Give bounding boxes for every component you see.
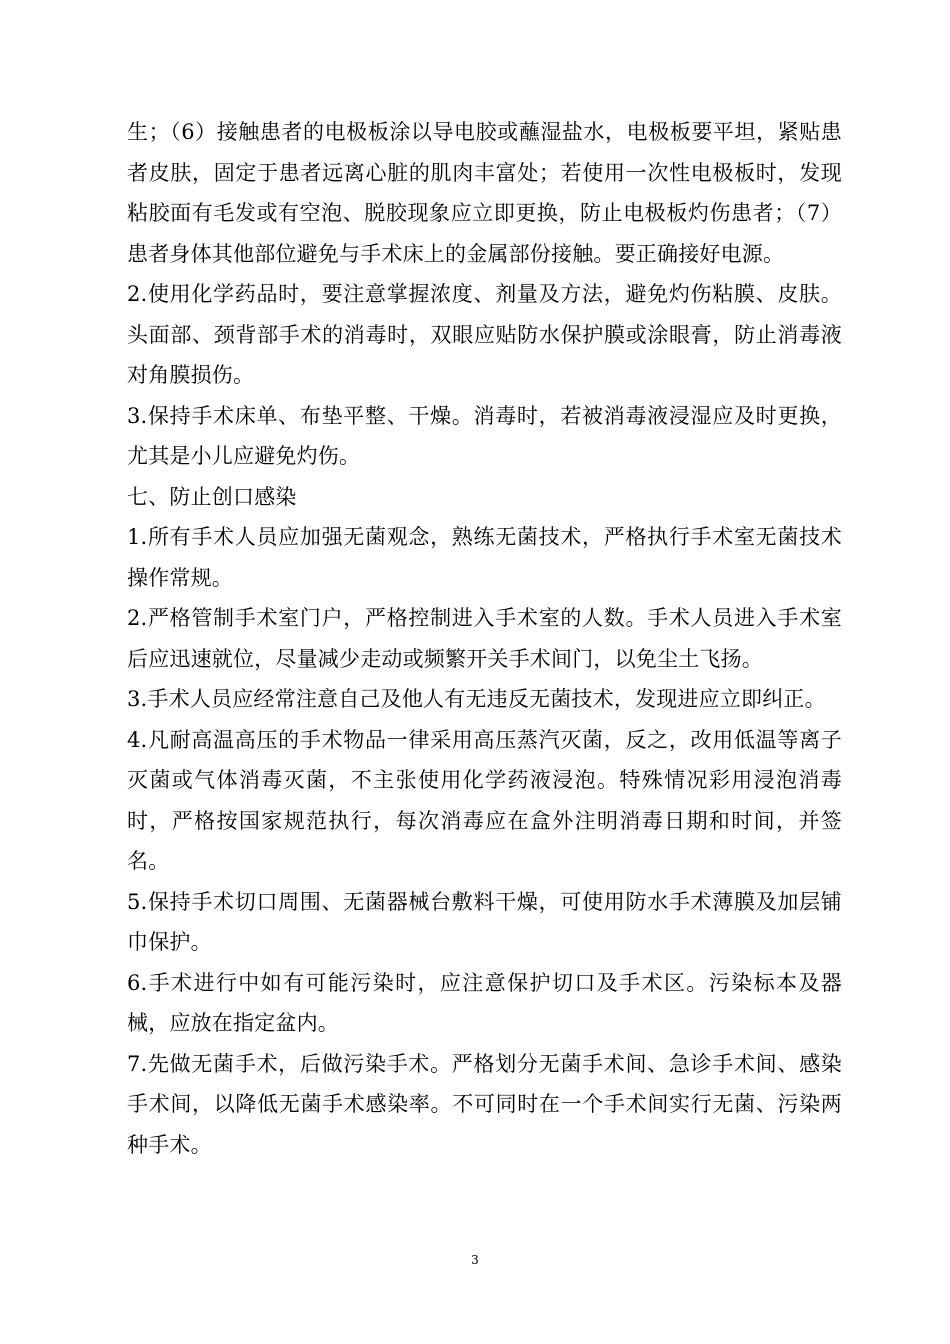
list-item: 5.保持手术切口周围、无菌器械台敷料干燥，可使用防水手术薄膜及加层铺巾保护。 [127, 889, 842, 954]
list-item: 2.严格管制手术室门户，严格控制进入手术室的人数。手术人员进入手术室后应迅速就位，尽量减少走动或频繁开关手术间门，以免尘土飞扬。 [127, 606, 842, 671]
paragraph-chemical-drugs: 2.使用化学药品时，要注意掌握浓度、剂量及方法，避免灼伤粘膜、皮肤。头面部、颈背部手术的消毒时，双眼应贴防水保护膜或涂眼膏，防止消毒液对角膜损伤。 [127, 282, 842, 387]
list-item: 6.手术进行中如有可能污染时，应注意保护切口及手术区。污染标本及器械，应放在指定盆内。 [127, 970, 842, 1035]
list-item: 3.手术人员应经常注意自己及他人有无违反无菌技术，发现进应立即纠正。 [127, 687, 826, 711]
paragraph-bed-sheets: 3.保持手术床单、布垫平整、干燥。消毒时，若被消毒液浸湿应及时更换，尤其是小儿应避免灼伤。 [127, 403, 842, 468]
list-item: 7.先做无菌手术，后做污染手术。严格划分无菌手术间、急诊手术间、感染手术间，以降低无菌手术感染率。不可同时在一个手术间实行无菌、污染两种手术。 [127, 1051, 842, 1157]
page-body [127, 112, 842, 1165]
page-number: 3 [471, 1253, 479, 1267]
paragraph-continuation: 生；（6）接触患者的电极板涂以导电胶或蘸湿盐水，电极板要平坦，紧贴患者皮肤，固定于患者远离心脏的肌肉丰富处；若使用一次性电极板时，发现粘胶面有毛发或有空泡、脱胶现象应立即更换，防止电极板灼伤患者；（7）患者身体其他部位避免与手术床上的金属部份接触。要正确接好电源。 [127, 120, 842, 266]
section-heading: 七、防止创口感染 [127, 484, 297, 509]
list-item: 1.所有手术人员应加强无菌观念，熟练无菌技术，严格执行手术室无菌技术操作常规。 [127, 525, 842, 590]
list-item: 4.凡耐高温高压的手术物品一律采用高压蒸汽灭菌，反之，改用低温等离子灭菌或气体消毒灭菌，不主张使用化学药液浸泡。特殊情况彩用浸泡消毒时，严格按国家规范执行，每次消毒应在盒外注明消毒日期和时间，并签名。 [127, 727, 842, 873]
